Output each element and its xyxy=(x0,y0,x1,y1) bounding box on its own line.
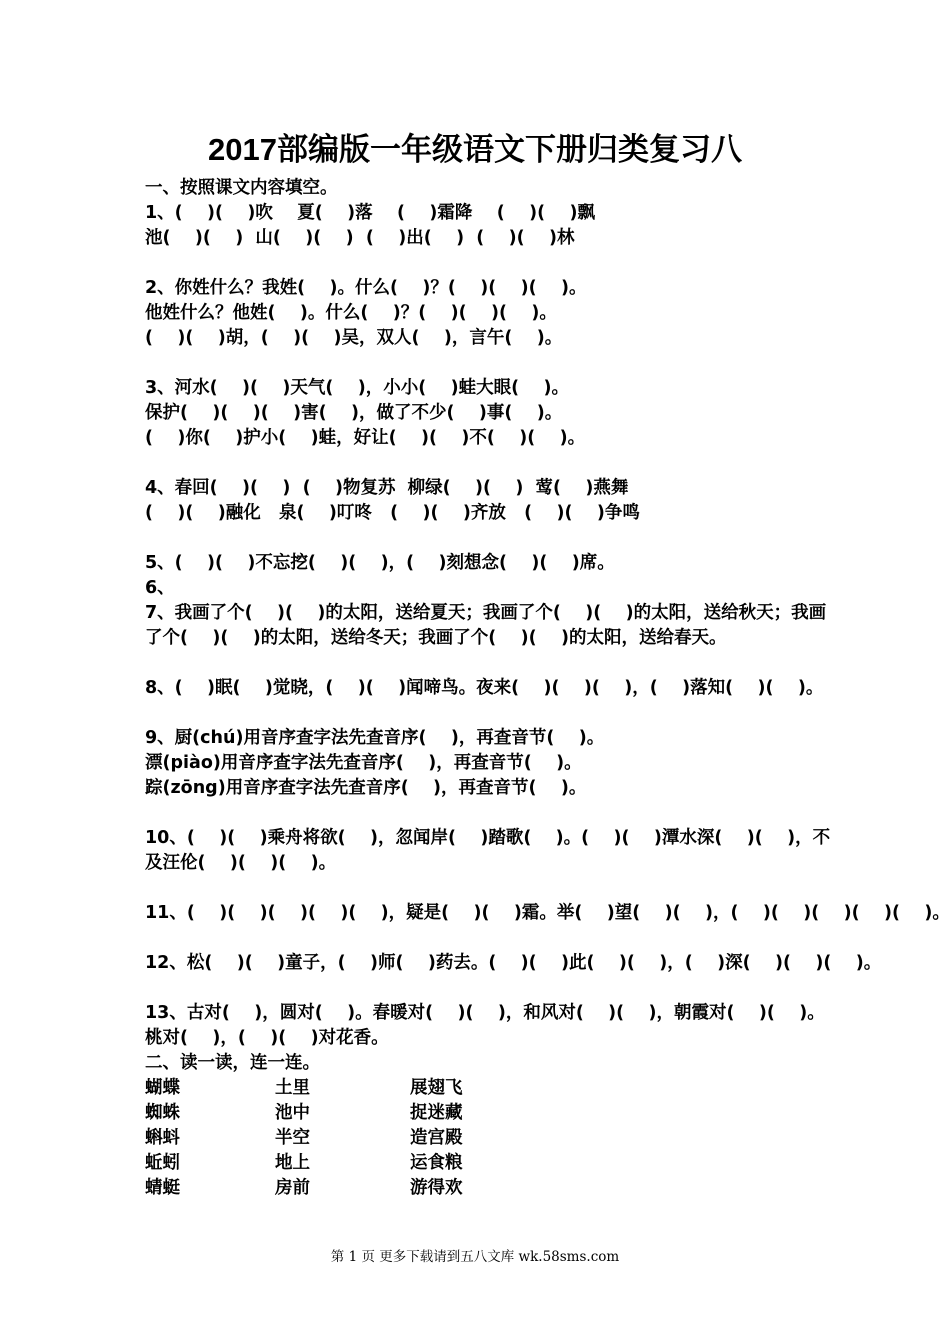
matching-row xyxy=(145,1076,835,1101)
matching-place: 土里 xyxy=(275,1078,310,1098)
question-3-line-3: ( )你( )护小( )蛙，好让( )( )不( )( )。 xyxy=(145,428,586,448)
question-13: 13、古对( )，圆对( )。春暖对( )( )，和风对( )( )，朝霞对( )( )。桃对( )，( )( )对花香。 xyxy=(145,1003,825,1048)
matching-animal: 蝌蚪 xyxy=(145,1128,180,1148)
section-2-heading: 二、读一读，连一连。 xyxy=(145,1053,320,1073)
question-4-line-2: ( )( )融化 泉( )叮咚 ( )( )齐放 ( )( )争鸣 xyxy=(145,503,640,523)
page-footer: 第 1 页 更多下载请到五八文库 wk.58sms.com xyxy=(330,1249,620,1265)
matching-action: 游得欢 xyxy=(410,1178,463,1198)
spacer xyxy=(145,701,835,726)
matching-animal: 蜘蛛 xyxy=(145,1103,180,1123)
matching-place: 房前 xyxy=(275,1178,310,1198)
question-3-line-1: 3、河水( )( )天气( )，小小( )蛙大眼( )。 xyxy=(145,378,570,398)
section-1-heading: 一、按照课文内容填空。 xyxy=(145,178,338,198)
spacer xyxy=(145,801,835,826)
matching-action: 运食粮 xyxy=(410,1153,463,1173)
question-10: 10、( )( )乘舟将欲( )，忽闻岸( )踏歌( )。( )( )潭水深( )( )，不及汪伦( )( )( )。 xyxy=(145,828,831,873)
spacer xyxy=(145,876,835,901)
spacer xyxy=(145,976,835,1001)
matching-action: 捉迷藏 xyxy=(410,1103,463,1123)
matching-row xyxy=(145,1126,835,1151)
question-9-line-2: 漂(piào)用音序查字法先查音序( )，再查音节( )。 xyxy=(145,753,582,773)
question-11: 11、( )( )( )( )( )，疑是( )( )霜。举( )望( )( )，( )( )( )( )( )。 xyxy=(145,903,950,923)
question-1-line-1: 1、( )( )吹 夏( )落 ( )霜降 ( )( )飘 xyxy=(145,203,595,223)
question-9-line-1: 9、厨(chú)用音序查字法先查音序( )，再查音节( )。 xyxy=(145,728,605,748)
matching-place: 池中 xyxy=(275,1103,310,1123)
spacer xyxy=(145,451,835,476)
matching-action: 展翅飞 xyxy=(410,1078,463,1098)
question-2-line-1: 2、你姓什么？我姓( )。什么( )？( )( )( )。 xyxy=(145,278,587,298)
question-4-line-1: 4、春回( )( ) ( )物复苏 柳绿( )( ) 莺( )燕舞 xyxy=(145,478,629,498)
matching-row xyxy=(145,1101,835,1126)
matching-animal: 蚯蚓 xyxy=(145,1153,180,1173)
question-2-line-2: 他姓什么？他姓( )。什么( )？( )( )( )。 xyxy=(145,303,557,323)
matching-place: 半空 xyxy=(275,1128,310,1148)
question-9-line-3: 踪(zōng)用音序查字法先查音序( )，再查音节( )。 xyxy=(145,778,587,798)
worksheet-body xyxy=(145,176,950,1201)
question-1-line-2: 池( )( ) 山( )( ) ( )出( ) ( )( )林 xyxy=(145,228,575,248)
matching-place: 地上 xyxy=(275,1153,310,1173)
spacer xyxy=(145,251,835,276)
spacer xyxy=(145,526,835,551)
matching-row xyxy=(145,1151,835,1176)
question-3-line-2: 保护( )( )( )害( )，做了不少( )事( )。 xyxy=(145,403,563,423)
spacer xyxy=(145,351,835,376)
question-8: 8、( )眠( )觉晓，( )( )闻啼鸟。夜来( )( )( )，( )落知( )( )。 xyxy=(145,678,824,698)
spacer xyxy=(145,651,835,676)
matching-action: 造宫殿 xyxy=(410,1128,463,1148)
page-title: 2017部编版一年级语文下册归类复习八 xyxy=(208,132,742,167)
matching-animal: 蜻蜓 xyxy=(145,1178,180,1198)
spacer xyxy=(145,926,835,951)
question-2-line-3: ( )( )胡，( )( )吴，双人( )，言午( )。 xyxy=(145,328,563,348)
question-12: 12、松( )( )童子，( )师( )药去。( )( )此( )( )，( )深( )( )( )。 xyxy=(145,953,882,973)
matching-animal: 蝴蝶 xyxy=(145,1078,180,1098)
question-6: 6、 xyxy=(145,578,175,598)
question-5: 5、( )( )不忘挖( )( )，( )刻想念( )( )席。 xyxy=(145,553,615,573)
matching-row xyxy=(145,1176,835,1201)
question-7: 7、我画了个( )( )的太阳，送给夏天；我画了个( )( )的太阳，送给秋天；我画了个( )( )的太阳，送给冬天；我画了个( )( )的太阳，送给春天。 xyxy=(145,603,827,648)
